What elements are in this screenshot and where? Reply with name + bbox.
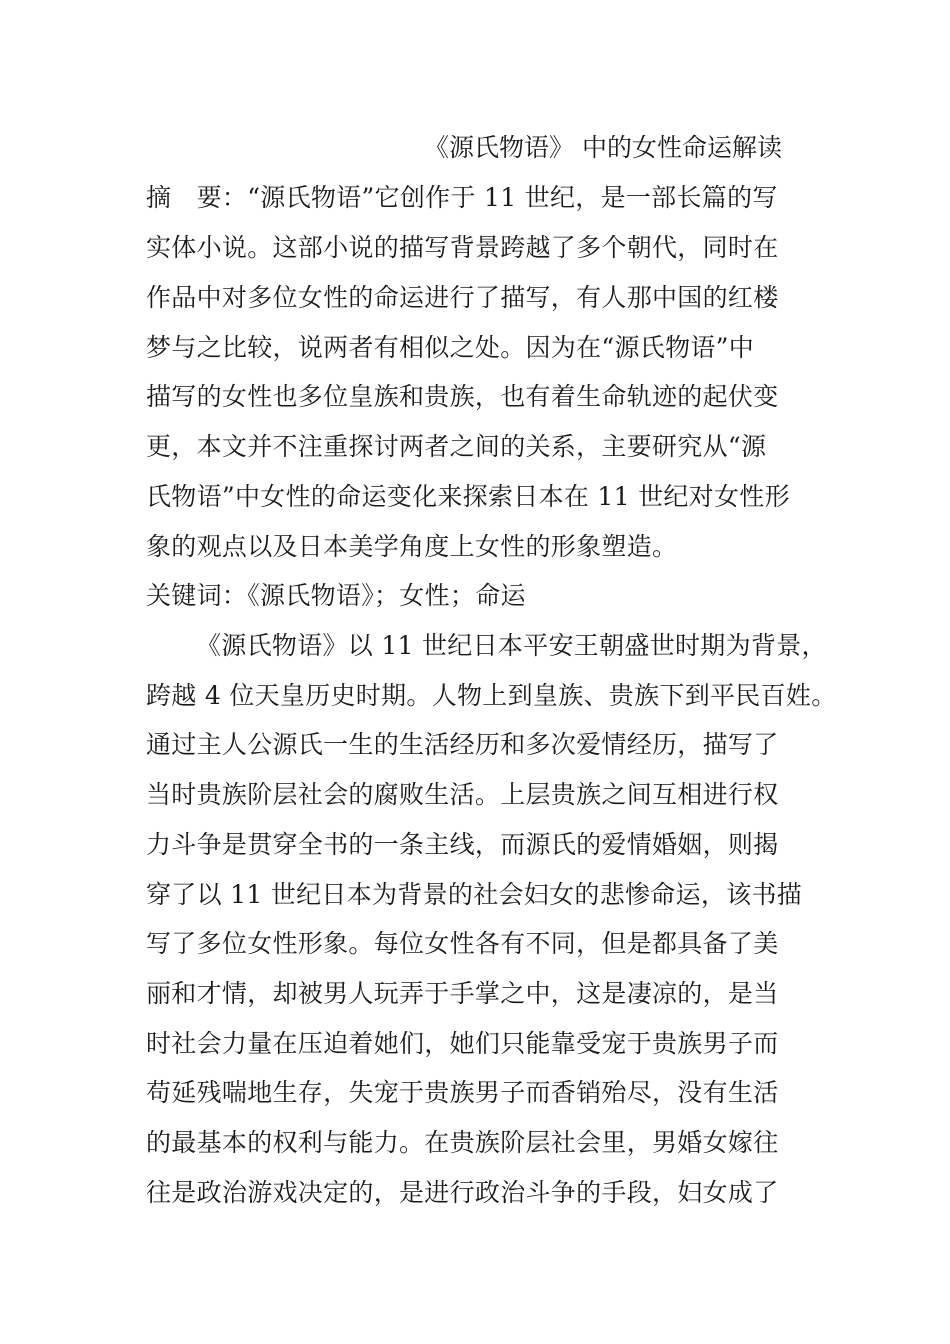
body-line: 力斗争是贯穿全书的一条主线，而源氏的爱情婚姻，则揭: [146, 830, 779, 859]
body-line: 跨越 4 位天皇历史时期。人物上到皇族、贵族下到平民百姓。: [146, 681, 837, 710]
body-line: 当时贵族阶层社会的腐败生活。上层贵族之间互相进行权: [146, 780, 779, 809]
abstract-line: 实体小说。这部小说的描写背景跨越了多个朝代，同时在: [146, 233, 779, 262]
body-line: 的最基本的权利与能力。在贵族阶层社会里，男婚女嫁往: [146, 1128, 779, 1157]
body-line: 《源氏物语》以 11 世纪日本平安王朝盛世时期为背景，: [196, 631, 827, 660]
abstract-line: 梦与之比较，说两者有相似之处。因为在“源氏物语”中: [146, 333, 755, 362]
body-line: 穿了以 11 世纪日本为背景的社会妇女的悲惨命运，该书描: [146, 880, 803, 909]
abstract-line: 摘 要：“源氏物语”它创作于 11 世纪，是一部长篇的写: [146, 183, 778, 212]
keywords-line: 关键词：《源氏物语》；女性；命运: [146, 581, 526, 610]
abstract-line: 氏物语”中女性的命运变化来探索日本在 11 世纪对女性形: [146, 482, 790, 511]
body-line: 通过主人公源氏一生的生活经历和多次爱情经历，描写了: [146, 730, 779, 759]
abstract-line: 象的观点以及日本美学角度上女性的形象塑造。: [146, 532, 678, 561]
body-line: 写了多位女性形象。每位女性各有不同，但是都具备了美: [146, 929, 779, 958]
abstract-line: 作品中对多位女性的命运进行了描写，有人那中国的红楼: [146, 283, 779, 312]
document-title: 《源氏物语》 中的女性命运解读: [424, 133, 782, 162]
abstract-line: 更，本文并不注重探讨两者之间的关系，主要研究从“源: [146, 432, 767, 461]
abstract-line: 描写的女性也多位皇族和贵族，也有着生命轨迹的起伏变: [146, 382, 779, 411]
body-line: 丽和才情，却被男人玩弄于手掌之中，这是凄凉的，是当: [146, 979, 779, 1008]
body-line: 时社会力量在压迫着她们，她们只能靠受宠于贵族男子而: [146, 1029, 779, 1058]
body-line: 苟延残喘地生存，失宠于贵族男子而香销殆尽，没有生活: [146, 1078, 779, 1107]
body-line: 往是政治游戏决定的，是进行政治斗争的手段，妇女成了: [146, 1178, 779, 1207]
